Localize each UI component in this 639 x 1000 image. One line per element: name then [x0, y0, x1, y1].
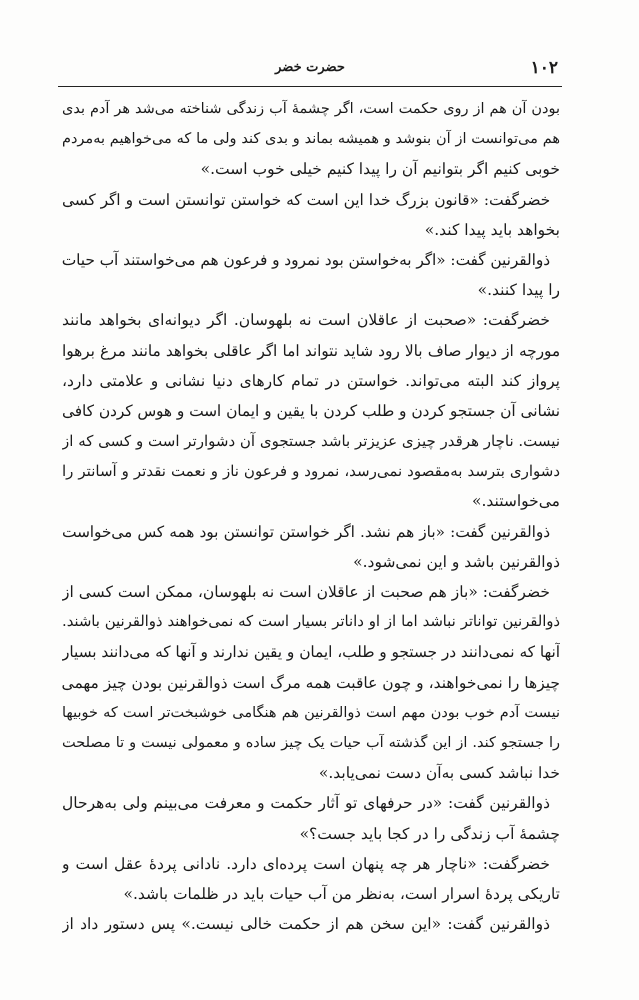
text-line: تاریکی پردهٔ اسرار است، به‌نظر من آب حیات باید در ظلمات باشد.»	[123, 884, 560, 903]
text-line: را پیدا کنند.»	[477, 281, 560, 300]
text-line: ذوالقرنین باشد و این نمی‌شود.»	[353, 552, 560, 571]
header-rule	[58, 86, 562, 87]
text-line: ذوالقرنین گفت: «باز هم نشد. اگر خواستن توانستن بود همه کس می‌خواست	[62, 522, 550, 541]
text-line: چیزها را نمی‌خواهند، و چون عاقبت همه مرگ است ذوالقرنین بودن چیز مهمی	[62, 673, 560, 692]
text-line: خوبی کنیم اگر بتوانیم آن را پیدا کنیم خیلی خوب است.»	[200, 160, 560, 179]
text-line: بخواهد باید پیدا کند.»	[424, 220, 560, 239]
text-line: ذوالقرنین گفت: «در حرفهای تو آثار حکمت و معرفت می‌بینم ولی به‌هرحال	[62, 794, 550, 813]
text-line: خضرگفت: «قانون بزرگ خدا این است که خواستن توانستن است و اگر کسی	[62, 190, 550, 209]
text-line: دشواری بترسد به‌مقصود نمی‌رسد، نمرود و فرعون ناز و نعمت نقدتر و آسانتر را	[62, 462, 560, 481]
text-line: می‌خواستند.»	[471, 492, 560, 511]
text-line: پرواز کند البته می‌تواند. خواستن در تمام کارهای دنیا نشانی و علامتی دارد،	[62, 371, 560, 390]
text-line: خدا نباشد کسی به‌آن دست نمی‌یابد.»	[318, 764, 560, 783]
text-line: نیست آدم خوب بودن مهم است ذوالقرنین هم هنگامی خوشبخت‌تر است که خوبیها	[62, 704, 560, 721]
text-line: نشانی آن جستجو کردن و طلب کردن با یقین و ایمان است و هوس کردن کافی	[62, 401, 560, 420]
text-line: ذوالقرنین تواناتر نباشد اما از او داناتر بسیار است که نمی‌خواهند ذوالقرنین باشند.	[62, 613, 560, 631]
text-line: مورچه از دیوار صاف بالا رود شاید نتواند اما اگر عاقلی بخواهد مانند مرغ برهوا	[62, 341, 560, 360]
text-line: نیست. ناچار هرقدر چیزی عزیزتر باشد جستجوی آن دشوارتر است و کسی که از	[62, 432, 560, 451]
text-line: آنها که نمی‌دانند در جستجو و طلب، ایمان و یقین ندارند و آنها که می‌دانند بسیار	[62, 643, 560, 662]
text-line: ذوالقرنین گفت: «اگر به‌خواستن بود نمرود و فرعون هم می‌خواستند آب حیات	[62, 250, 550, 269]
text-line: هم می‌توانست از آن بنوشد و همیشه بماند و بدی کند ولی ما که می‌خواهیم به‌مردم	[62, 131, 560, 148]
text-line: بودن آن هم از روی حکمت است، اگر چشمهٔ آب زندگی شناخته می‌شد هر آدم بدی	[62, 101, 560, 117]
text-line: را جستجو کند. از این گذشته آب حیات یک چیز ساده و معمولی نیست و تا مصلحت	[62, 734, 560, 751]
text-line: چشمهٔ آب زندگی را در کجا باید جست؟»	[299, 824, 560, 843]
text-line: خضرگفت: «صحبت از عاقلان است نه بلهوسان. اگر دیوانه‌ای بخواهد مانند	[62, 311, 550, 330]
text-line: خضرگفت: «باز هم صحبت از عاقلان است نه بلهوسان، ممکن است کسی از	[62, 583, 550, 601]
running-title: حضرت خضر	[275, 60, 345, 75]
page-number: ۱۰۲	[530, 58, 558, 78]
page-header	[58, 58, 562, 84]
body-text	[62, 94, 560, 939]
text-line: خضرگفت: «ناچار هر چه پنهان است پرده‌ای دارد. نادانی پردهٔ عقل است و	[62, 854, 550, 873]
text-line: ذوالقرنین گفت: «این سخن هم از حکمت خالی نیست.» پس دستور داد از	[62, 915, 550, 934]
